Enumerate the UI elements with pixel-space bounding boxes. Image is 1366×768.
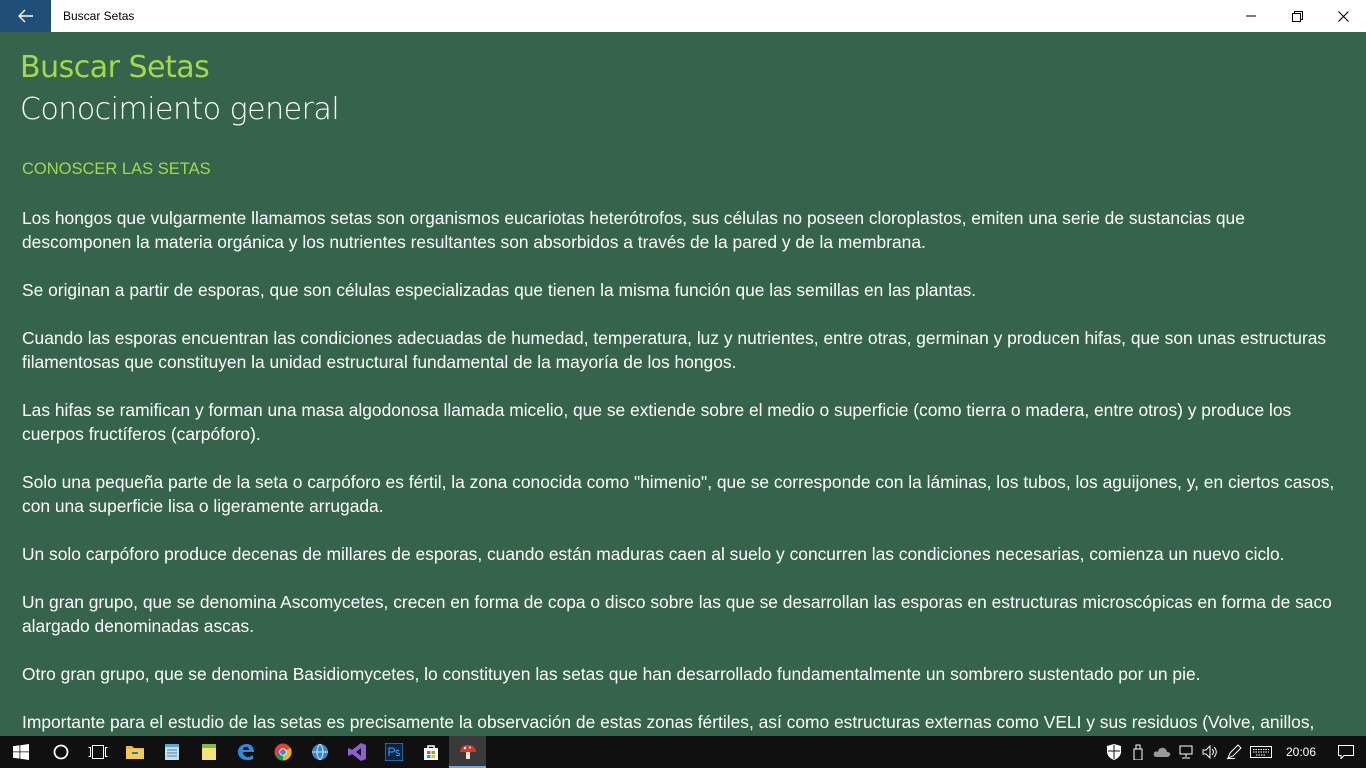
back-arrow-icon bbox=[18, 9, 34, 23]
paragraph-2: Se originan a partir de esporas, que son células especializadas que tienen la misma función que las semillas en las plantas. bbox=[22, 280, 977, 300]
paragraph-8: Otro gran grupo, que se denomina Basidiomycetes, lo constituyen las setas que han desarrollado fundamentalmente un sombrero sustentado por un pie. bbox=[22, 664, 1201, 684]
window-title: Buscar Setas bbox=[63, 9, 135, 23]
chrome-button[interactable] bbox=[264, 736, 301, 768]
action-center-button[interactable] bbox=[1326, 736, 1366, 768]
back-button[interactable] bbox=[0, 0, 51, 32]
speaker-icon bbox=[1202, 745, 1218, 759]
sticky-notes-button[interactable] bbox=[190, 736, 227, 768]
store-button[interactable] bbox=[412, 736, 449, 768]
network-icon bbox=[1178, 745, 1194, 759]
paragraph-6: Un solo carpóforo produce decenas de millares de esporas, cuando están maduras caen al suelo y concurren las condiciones necesarias, comienza un nuevo ciclo. bbox=[22, 544, 1285, 564]
usb-tray-button[interactable] bbox=[1126, 736, 1150, 768]
photoshop-icon bbox=[385, 743, 403, 761]
minimize-button[interactable] bbox=[1228, 0, 1274, 32]
taskbar bbox=[0, 736, 1366, 768]
cortana-circle-icon bbox=[53, 744, 69, 760]
folder-icon bbox=[126, 745, 144, 759]
notepad-button[interactable] bbox=[153, 736, 190, 768]
minimize-icon bbox=[1246, 11, 1256, 21]
close-button[interactable] bbox=[1320, 0, 1366, 32]
paragraph-9: Importante para el estudio de las setas es precisamente la observación de estas zonas fértiles, así como estructuras externas como VELI y sus residuos (Volve, anillos, bbox=[22, 712, 1315, 732]
volume-tray-button[interactable] bbox=[1198, 736, 1222, 768]
paragraph-5: Solo una pequeña parte de la seta o carpóforo es fértil, la zona conocida como "himenio", que se corresponde con la láminas, los tubos, los aguijones, y, en ciertos casos, con una superficie lisa o ligeramente arrugada. bbox=[22, 472, 1335, 516]
photoshop-button[interactable] bbox=[375, 736, 412, 768]
title-bar bbox=[0, 0, 1366, 32]
paragraph-4: Las hifas se ramifican y forman una masa algodonosa llamada micelio, que se extiende sobre el medio o superficie (como tierra o madera, entre otros) y produce los cuerpos fructíferos (carpóforo). bbox=[22, 400, 1292, 444]
notepad-icon bbox=[165, 744, 179, 760]
task-view-icon bbox=[88, 745, 108, 759]
main-content bbox=[0, 32, 1366, 736]
sticky-notes-icon bbox=[202, 744, 216, 760]
store-bag-icon bbox=[423, 744, 439, 760]
chrome-icon bbox=[274, 743, 292, 761]
article-body bbox=[22, 206, 1342, 736]
notification-icon bbox=[1338, 745, 1354, 759]
start-button[interactable] bbox=[0, 736, 42, 768]
visual-studio-icon bbox=[348, 743, 366, 761]
edge-icon bbox=[237, 743, 255, 761]
keyboard-icon bbox=[1250, 746, 1272, 758]
buscar-setas-button[interactable] bbox=[449, 736, 486, 768]
cloud-icon bbox=[1153, 746, 1171, 758]
mushroom-icon bbox=[459, 743, 477, 761]
page-title: Conocimiento general bbox=[20, 92, 340, 127]
network-tray-button[interactable] bbox=[1174, 736, 1198, 768]
windows-logo-icon bbox=[13, 744, 29, 760]
defender-tray-button[interactable] bbox=[1102, 736, 1126, 768]
close-icon bbox=[1338, 11, 1349, 22]
pen-tray-button[interactable] bbox=[1222, 736, 1246, 768]
edge-button[interactable] bbox=[227, 736, 264, 768]
file-explorer-button[interactable] bbox=[116, 736, 153, 768]
keyboard-tray-button[interactable] bbox=[1246, 736, 1276, 768]
system-tray bbox=[1102, 736, 1366, 768]
pen-ink-icon bbox=[1226, 744, 1242, 760]
app-title: Buscar Setas bbox=[20, 50, 210, 85]
paragraph-7: Un gran grupo, que se denomina Ascomycetes, crecen en forma de copa o disco sobre las que se desarrollan las esporas en estructuras microscópicas en forma de saco alargado denominadas ascas. bbox=[22, 592, 1332, 636]
onedrive-tray-button[interactable] bbox=[1150, 736, 1174, 768]
network-app-button[interactable] bbox=[301, 736, 338, 768]
restore-icon bbox=[1292, 11, 1303, 22]
section-heading: CONOSCER LAS SETAS bbox=[22, 160, 211, 178]
paragraph-1: Los hongos que vulgarmente llamamos setas son organismos eucariotas heterótrofos, sus células no poseen cloroplastos, emiten una serie de sustancias que descomponen la materia orgánica y los nutrientes resultantes son absorbidos a través de la pared y de la membrana. bbox=[22, 208, 1245, 252]
paragraph-3: Cuando las esporas encuentran las condiciones adecuadas de humedad, temperatura, luz y nutrientes, entre otras, germinan y producen hifas, que son unas estructuras filamentosas que constituyen la unidad estructural fundamental de la mayoría de los hongos. bbox=[22, 328, 1327, 372]
visual-studio-button[interactable] bbox=[338, 736, 375, 768]
window-controls bbox=[1228, 0, 1366, 32]
usb-device-icon bbox=[1133, 744, 1143, 760]
restore-button[interactable] bbox=[1274, 0, 1320, 32]
shield-icon bbox=[1107, 744, 1121, 760]
task-view-button[interactable] bbox=[79, 736, 116, 768]
cortana-button[interactable] bbox=[42, 736, 79, 768]
clock[interactable]: 20:06 bbox=[1285, 745, 1316, 759]
globe-icon bbox=[311, 743, 329, 761]
